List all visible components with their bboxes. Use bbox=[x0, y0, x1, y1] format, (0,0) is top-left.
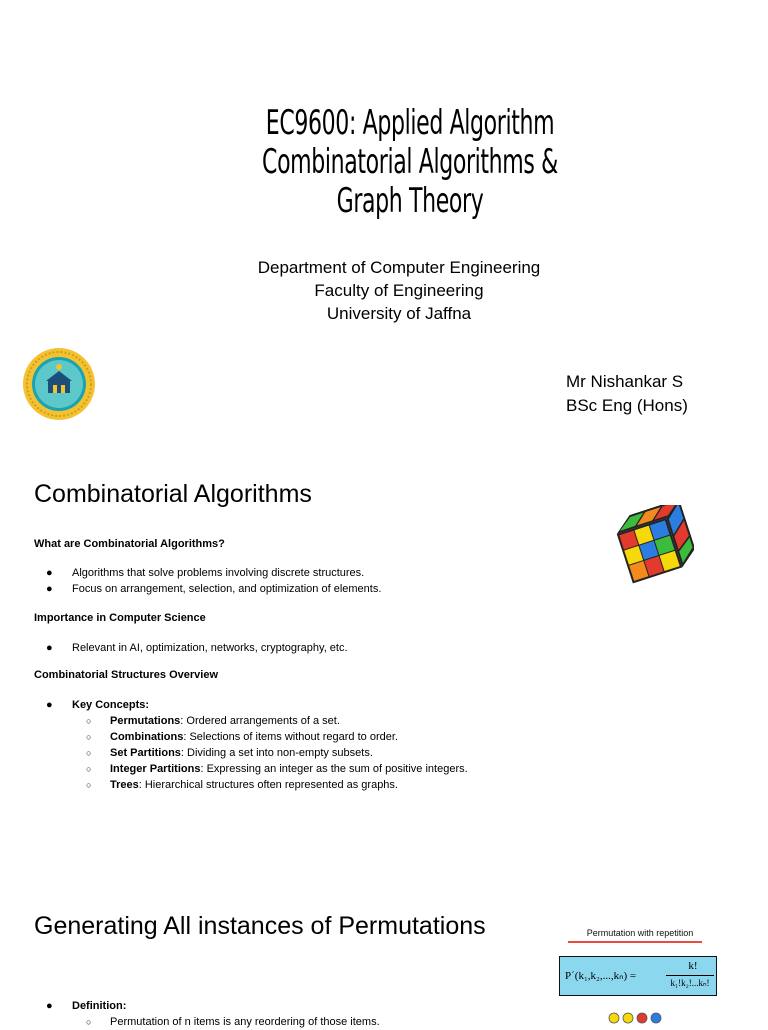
colored-balls-image bbox=[608, 1012, 672, 1024]
sub-bullet-item: ○ Integer Partitions: Expressing an integer as the sum of positive integers. bbox=[86, 763, 468, 775]
university-seal-logo bbox=[22, 347, 96, 421]
dept-line: Department of Computer Engineering bbox=[257, 258, 541, 277]
formula-denominator: k₁!k₂!...kₙ! bbox=[670, 978, 710, 988]
bullet-item: ● Key Concepts: bbox=[46, 699, 150, 711]
question-heading: What are Combinatorial Algorithms? bbox=[34, 538, 225, 550]
author-block bbox=[566, 370, 688, 418]
formula-underline bbox=[568, 941, 702, 943]
sub-bullet-item: ○ Permutations: Ordered arrangements of a set. bbox=[86, 715, 340, 727]
dept-line: Faculty of Engineering bbox=[314, 281, 484, 300]
bullet-item: ● Focus on arrangement, selection, and optimization of elements. bbox=[46, 583, 382, 595]
title-line: EC9600: Applied Algorithm bbox=[265, 103, 555, 143]
rubiks-cube-image bbox=[614, 505, 694, 585]
permutation-formula bbox=[559, 956, 717, 996]
section-heading: Importance in Computer Science bbox=[34, 612, 206, 624]
bullet-item: ● Algorithms that solve problems involving discrete structures. bbox=[46, 567, 365, 579]
formula-lhs: P´(k₁,k₂,...,kₙ) = bbox=[565, 970, 637, 982]
sub-bullet-item: ○ Combinations: Selections of items without regard to order. bbox=[86, 731, 398, 743]
author-degree: BSc Eng (Hons) bbox=[566, 396, 688, 415]
title-slide bbox=[0, 0, 768, 440]
section-heading: Combinatorial Structures Overview bbox=[34, 669, 218, 681]
fraction-bar bbox=[666, 975, 714, 976]
slide-title bbox=[115, 104, 705, 221]
bullet-item: ● Relevant in AI, optimization, networks, cryptography, etc. bbox=[46, 642, 348, 654]
dept-line: University of Jaffna bbox=[326, 304, 472, 323]
bullet-item: ● Definition: bbox=[46, 1000, 127, 1012]
formula-numerator: k! bbox=[688, 960, 698, 972]
author-name: Mr Nishankar S bbox=[566, 372, 684, 391]
sub-bullet-item: ○ Permutation of n items is any reordering of those items. bbox=[86, 1016, 380, 1028]
sub-bullet-item: ○ Set Partitions: Dividing a set into non-empty subsets. bbox=[86, 747, 373, 759]
title-line: Graph Theory bbox=[336, 181, 484, 221]
title-line: Combinatorial Algorithms & bbox=[262, 142, 558, 182]
slide-heading: Combinatorial Algorithms bbox=[34, 480, 312, 508]
sub-bullet-item: ○ Trees: Hierarchical structures often represented as graphs. bbox=[86, 779, 398, 791]
department-block bbox=[0, 256, 768, 325]
slide-heading: Generating All instances of Permutations bbox=[34, 912, 486, 940]
formula-label: Permutation with repetition bbox=[586, 928, 694, 938]
